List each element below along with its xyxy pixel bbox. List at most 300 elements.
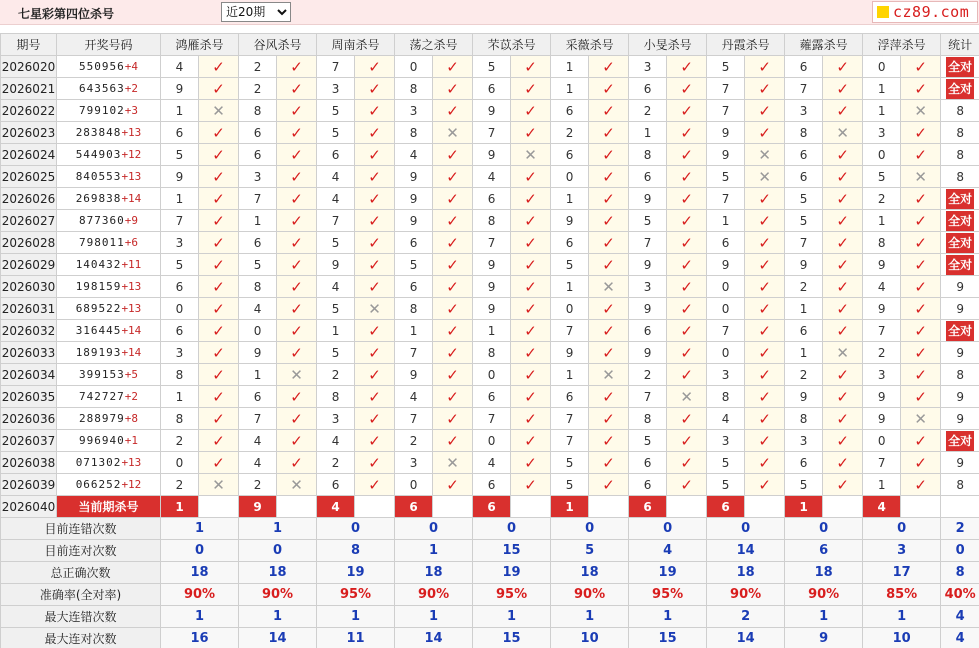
result-mark [511, 342, 551, 364]
stat-count: 8 [956, 367, 964, 382]
check-icon: ✓ [914, 365, 927, 384]
result-mark [277, 474, 317, 496]
draw-digits: 742727 [79, 390, 125, 403]
kill-number: 0 [473, 430, 511, 452]
check-icon: ✓ [212, 57, 225, 76]
cross-icon: ✕ [290, 475, 303, 494]
check-icon: ✓ [368, 277, 381, 296]
result-mark [589, 298, 629, 320]
header-expert-4: 荡之杀号 [395, 34, 473, 56]
cross-icon: ✕ [758, 167, 771, 186]
result-mark [667, 232, 707, 254]
kill-number: 9 [629, 254, 667, 276]
result-mark [511, 386, 551, 408]
kill-number: 7 [707, 320, 745, 342]
check-icon: ✓ [914, 189, 927, 208]
check-icon: ✓ [212, 123, 225, 142]
check-icon: ✓ [680, 475, 693, 494]
result-mark [901, 78, 941, 100]
result-mark [277, 430, 317, 452]
summary-value: 14 [707, 540, 785, 562]
stat-count: 8 [956, 477, 964, 492]
check-icon: ✓ [368, 431, 381, 450]
summary-value: 15 [629, 628, 707, 648]
current-blank-cell [199, 496, 239, 518]
current-blank-cell [667, 496, 707, 518]
kill-number: 0 [395, 56, 433, 78]
kill-number: 7 [551, 408, 589, 430]
table-row [1, 56, 979, 78]
summary-value: 85% [863, 584, 941, 606]
kill-number: 8 [395, 122, 433, 144]
kill-number: 3 [629, 56, 667, 78]
row-period: 2026037 [1, 430, 57, 452]
result-mark [277, 100, 317, 122]
check-icon: ✓ [836, 101, 849, 120]
kill-number: 7 [317, 56, 355, 78]
kill-number: 5 [707, 56, 745, 78]
kill-number: 1 [863, 100, 901, 122]
kill-number: 9 [863, 408, 901, 430]
stat-count: 9 [956, 301, 964, 316]
result-mark [667, 386, 707, 408]
row-period: 2026033 [1, 342, 57, 364]
summary-value: 1 [317, 606, 395, 628]
check-icon: ✓ [524, 101, 537, 120]
row-draw-number [57, 342, 161, 364]
check-icon: ✓ [758, 387, 771, 406]
result-mark [277, 210, 317, 232]
summary-value: 18 [239, 562, 317, 584]
check-icon: ✓ [602, 409, 615, 428]
row-draw-number [57, 320, 161, 342]
result-mark [745, 254, 785, 276]
kill-number: 3 [161, 342, 199, 364]
result-mark [823, 122, 863, 144]
check-icon: ✓ [758, 123, 771, 142]
result-mark [277, 56, 317, 78]
result-mark [355, 254, 395, 276]
kill-number: 9 [239, 342, 277, 364]
cross-icon: ✕ [368, 299, 381, 318]
kill-number: 6 [473, 78, 511, 100]
table-row [1, 210, 979, 232]
draw-digits: 544903 [75, 148, 122, 161]
kill-number: 4 [395, 386, 433, 408]
kill-number: 7 [629, 386, 667, 408]
summary-label: 目前连错次数 [1, 518, 161, 540]
summary-value: 90% [551, 584, 629, 606]
row-draw-number [57, 386, 161, 408]
check-icon: ✓ [680, 101, 693, 120]
header-expert-1: 鸿雁杀号 [161, 34, 239, 56]
result-mark [667, 122, 707, 144]
result-mark [355, 386, 395, 408]
check-icon: ✓ [368, 409, 381, 428]
header-expert-2: 谷风杀号 [239, 34, 317, 56]
header-draw: 开奖号码 [57, 34, 161, 56]
check-icon: ✓ [212, 145, 225, 164]
result-mark [433, 78, 473, 100]
current-blank-cell [511, 496, 551, 518]
result-mark [199, 320, 239, 342]
check-icon: ✓ [524, 255, 537, 274]
result-mark [901, 430, 941, 452]
result-mark [589, 430, 629, 452]
kill-number: 5 [161, 254, 199, 276]
summary-value: 1 [863, 606, 941, 628]
kill-number: 0 [707, 342, 745, 364]
kill-number: 6 [473, 474, 511, 496]
check-icon: ✓ [758, 79, 771, 98]
cross-icon: ✕ [602, 277, 615, 296]
result-mark [277, 78, 317, 100]
current-blank-cell [589, 496, 629, 518]
draw-bonus: +6 [124, 236, 138, 249]
check-icon: ✓ [758, 101, 771, 120]
check-icon: ✓ [680, 431, 693, 450]
result-mark [433, 188, 473, 210]
check-icon: ✓ [290, 189, 303, 208]
row-period: 2026032 [1, 320, 57, 342]
kill-number: 6 [707, 232, 745, 254]
check-icon: ✓ [914, 145, 927, 164]
result-mark [823, 452, 863, 474]
summary-value: 95% [317, 584, 395, 606]
check-icon: ✓ [446, 145, 459, 164]
summary-value: 5 [551, 540, 629, 562]
result-mark [277, 298, 317, 320]
draw-digits: 550956 [79, 60, 125, 73]
check-icon: ✓ [212, 277, 225, 296]
kill-number: 0 [161, 452, 199, 474]
kill-number: 5 [785, 210, 823, 232]
cross-icon: ✕ [914, 409, 927, 428]
check-icon: ✓ [524, 475, 537, 494]
kill-number: 9 [473, 100, 511, 122]
result-mark [823, 320, 863, 342]
result-mark [745, 430, 785, 452]
result-mark [901, 342, 941, 364]
check-icon: ✓ [836, 453, 849, 472]
check-icon: ✓ [680, 79, 693, 98]
check-icon: ✓ [758, 57, 771, 76]
result-mark [589, 210, 629, 232]
check-icon: ✓ [680, 145, 693, 164]
logo-square-icon [877, 6, 889, 18]
check-icon: ✓ [368, 167, 381, 186]
kill-number: 2 [317, 364, 355, 386]
row-period: 2026029 [1, 254, 57, 276]
summary-value: 10 [863, 628, 941, 648]
result-mark [511, 408, 551, 430]
check-icon: ✓ [524, 123, 537, 142]
check-icon: ✓ [602, 145, 615, 164]
check-icon: ✓ [914, 233, 927, 252]
cross-icon: ✕ [758, 145, 771, 164]
result-mark [199, 298, 239, 320]
result-mark [901, 100, 941, 122]
check-icon: ✓ [602, 189, 615, 208]
kill-number: 6 [785, 166, 823, 188]
check-icon: ✓ [524, 189, 537, 208]
kill-number: 8 [161, 408, 199, 430]
result-mark [199, 430, 239, 452]
check-icon: ✓ [524, 167, 537, 186]
summary-value: 15 [473, 540, 551, 562]
kill-number: 2 [239, 474, 277, 496]
result-mark [745, 56, 785, 78]
kill-number: 6 [551, 386, 589, 408]
result-mark [199, 276, 239, 298]
cross-icon: ✕ [212, 475, 225, 494]
check-icon: ✓ [758, 431, 771, 450]
result-mark [589, 342, 629, 364]
result-mark [199, 56, 239, 78]
cross-icon: ✕ [446, 453, 459, 472]
check-icon: ✓ [758, 189, 771, 208]
result-mark [823, 364, 863, 386]
kill-number: 7 [707, 100, 745, 122]
kill-number: 3 [785, 100, 823, 122]
kill-number: 2 [395, 430, 433, 452]
kill-number: 9 [629, 298, 667, 320]
all-correct-badge: 全对 [946, 57, 974, 77]
check-icon: ✓ [524, 343, 537, 362]
kill-number: 0 [863, 144, 901, 166]
check-icon: ✓ [602, 475, 615, 494]
result-mark [667, 276, 707, 298]
kill-number: 6 [551, 232, 589, 254]
result-mark [433, 364, 473, 386]
result-mark [355, 166, 395, 188]
current-kill-number: 6 [629, 496, 667, 518]
result-mark [823, 408, 863, 430]
result-mark [823, 166, 863, 188]
result-mark [901, 210, 941, 232]
current-kill-number: 6 [395, 496, 433, 518]
kill-number: 2 [863, 188, 901, 210]
result-mark [277, 408, 317, 430]
result-mark [667, 144, 707, 166]
kill-number: 8 [863, 232, 901, 254]
check-icon: ✓ [290, 409, 303, 428]
kill-number: 5 [863, 166, 901, 188]
stat-count: 8 [956, 125, 964, 140]
row-draw-number [57, 298, 161, 320]
table-row [1, 78, 979, 100]
kill-number: 6 [785, 56, 823, 78]
kill-number: 1 [551, 188, 589, 210]
row-draw-number [57, 408, 161, 430]
check-icon: ✓ [446, 255, 459, 274]
kill-number: 1 [473, 320, 511, 342]
summary-value: 2 [941, 518, 979, 540]
site-logo[interactable] [872, 1, 978, 23]
check-icon: ✓ [758, 365, 771, 384]
kill-number: 6 [629, 320, 667, 342]
table-row [1, 386, 979, 408]
result-mark [355, 474, 395, 496]
result-mark [511, 474, 551, 496]
row-period: 2026030 [1, 276, 57, 298]
kill-number: 6 [785, 144, 823, 166]
kill-number: 4 [317, 276, 355, 298]
check-icon: ✓ [212, 453, 225, 472]
result-mark [589, 276, 629, 298]
kill-number: 9 [551, 210, 589, 232]
kill-number: 6 [629, 474, 667, 496]
kill-number: 5 [785, 474, 823, 496]
kill-number: 3 [239, 166, 277, 188]
kill-number: 9 [707, 254, 745, 276]
row-draw-number [57, 56, 161, 78]
kill-number: 6 [785, 320, 823, 342]
summary-value: 1 [395, 540, 473, 562]
check-icon: ✓ [212, 79, 225, 98]
kill-number: 9 [785, 254, 823, 276]
result-mark [511, 232, 551, 254]
check-icon: ✓ [212, 189, 225, 208]
result-mark [433, 144, 473, 166]
kill-number: 3 [785, 430, 823, 452]
result-mark [355, 100, 395, 122]
result-mark [667, 166, 707, 188]
draw-bonus: +13 [121, 280, 142, 293]
kill-number: 1 [551, 276, 589, 298]
kill-number: 0 [551, 298, 589, 320]
result-mark [277, 232, 317, 254]
summary-value: 9 [785, 628, 863, 648]
summary-value: 40% [941, 584, 979, 606]
check-icon: ✓ [914, 475, 927, 494]
result-mark [745, 452, 785, 474]
result-mark [745, 276, 785, 298]
row-draw-number [57, 452, 161, 474]
result-mark [667, 56, 707, 78]
result-mark [511, 430, 551, 452]
check-icon: ✓ [446, 409, 459, 428]
kill-number: 7 [473, 232, 511, 254]
table-row [1, 342, 979, 364]
kill-number: 5 [317, 100, 355, 122]
check-icon: ✓ [602, 431, 615, 450]
summary-value: 17 [863, 562, 941, 584]
kill-number: 1 [161, 188, 199, 210]
result-mark [745, 386, 785, 408]
kill-number: 5 [785, 188, 823, 210]
result-mark [355, 188, 395, 210]
kill-number: 8 [707, 386, 745, 408]
check-icon: ✓ [290, 123, 303, 142]
check-icon: ✓ [290, 321, 303, 340]
result-mark [745, 408, 785, 430]
result-mark [277, 144, 317, 166]
kill-number: 5 [551, 254, 589, 276]
kill-number: 9 [473, 298, 511, 320]
kill-number: 0 [395, 474, 433, 496]
summary-value: 1 [395, 606, 473, 628]
check-icon: ✓ [914, 387, 927, 406]
row-draw-number [57, 232, 161, 254]
check-icon: ✓ [602, 79, 615, 98]
check-icon: ✓ [446, 475, 459, 494]
summary-value: 0 [473, 518, 551, 540]
row-stat [941, 210, 979, 232]
kill-number: 6 [629, 452, 667, 474]
table-row [1, 166, 979, 188]
row-period: 2026025 [1, 166, 57, 188]
result-mark [511, 122, 551, 144]
check-icon: ✓ [680, 343, 693, 362]
result-mark [901, 320, 941, 342]
summary-value: 0 [863, 518, 941, 540]
result-mark [823, 100, 863, 122]
result-mark [667, 320, 707, 342]
draw-digits: 316445 [75, 324, 122, 337]
kill-number: 5 [317, 342, 355, 364]
kill-number: 7 [707, 78, 745, 100]
result-mark [745, 122, 785, 144]
result-mark [355, 232, 395, 254]
header-expert-7: 小旻杀号 [629, 34, 707, 56]
row-stat [941, 320, 979, 342]
check-icon: ✓ [368, 343, 381, 362]
result-mark [433, 122, 473, 144]
row-period: 2026026 [1, 188, 57, 210]
kill-number: 5 [395, 254, 433, 276]
check-icon: ✓ [680, 255, 693, 274]
result-mark [745, 100, 785, 122]
summary-value: 18 [161, 562, 239, 584]
check-icon: ✓ [290, 145, 303, 164]
result-mark [745, 188, 785, 210]
row-stat [941, 166, 979, 188]
summary-value: 1 [239, 518, 317, 540]
summary-value: 90% [239, 584, 317, 606]
result-mark [355, 210, 395, 232]
kill-number: 7 [785, 232, 823, 254]
result-mark [745, 320, 785, 342]
result-mark [511, 100, 551, 122]
check-icon: ✓ [836, 189, 849, 208]
check-icon: ✓ [368, 475, 381, 494]
result-mark [589, 100, 629, 122]
result-mark [901, 408, 941, 430]
result-mark [433, 254, 473, 276]
period-select[interactable] [221, 2, 291, 22]
kill-number: 5 [317, 232, 355, 254]
result-mark [589, 474, 629, 496]
kill-number: 6 [161, 320, 199, 342]
check-icon: ✓ [446, 167, 459, 186]
row-stat [941, 452, 979, 474]
check-icon: ✓ [758, 453, 771, 472]
result-mark [277, 122, 317, 144]
check-icon: ✓ [524, 453, 537, 472]
result-mark [433, 166, 473, 188]
stat-count: 9 [956, 279, 964, 294]
result-mark [277, 276, 317, 298]
check-icon: ✓ [212, 409, 225, 428]
summary-value: 10 [551, 628, 629, 648]
kill-number: 8 [473, 342, 511, 364]
kill-number: 9 [863, 254, 901, 276]
check-icon: ✓ [290, 233, 303, 252]
kill-number: 5 [161, 144, 199, 166]
stat-count: 9 [956, 389, 964, 404]
check-icon: ✓ [524, 299, 537, 318]
